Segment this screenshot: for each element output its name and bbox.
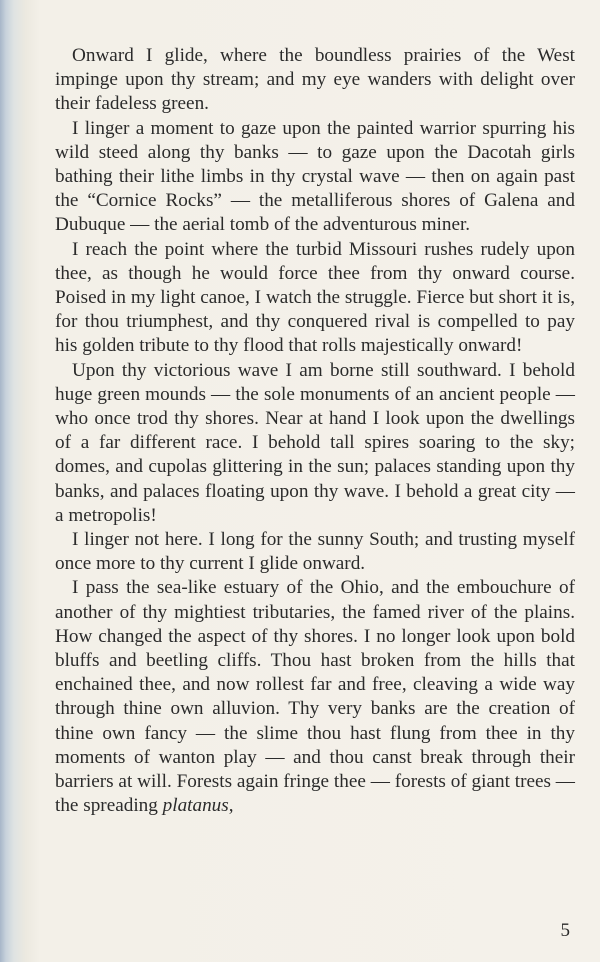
paragraph-warrior: I linger a moment to gaze upon the painted warrior spurring his wild steed along thy banks — to gaze upon the Dacotah girls bathing their lithe limbs in thy crystal wave — then on again past the “Cornice Rocks” — the metalliferous shores of Galena and Dubuque — the aerial tomb of the adventurous miner. xyxy=(55,117,575,236)
paragraph-missouri: I reach the point where the turbid Missouri rushes rudely upon thee, as though he would force thee from thy onward course. Poised in my light canoe, I watch the struggle. Fierce but short it is, for thou triumphest, and thy conquered rival is compelled to pay his golden tribute to thy flood that rolls majestically onward! xyxy=(55,238,575,357)
page-number: 5 xyxy=(560,920,570,941)
paragraph-ohio xyxy=(55,576,575,818)
paragraph-prairies: Onward I glide, where the boundless prairies of the West impinge upon thy stream; and my eye wanders with delight over their fadeless green. xyxy=(55,45,575,115)
paragraph-ohio-text: I pass the sea-like estuary of the Ohio, and the embouchure of another of thy mightiest tributaries, the famed river of the plains. How changed the aspect of thy shores. I no longer look upon bold bluffs and beetling cliffs. Thou hast broken from the hills that enchained thee, and now rollest far and free, cleaving a wide way through thine own alluvion. Thy very banks are the creation of thine own fancy — the slime thou hast flung from thee in thy moments of wanton play — and thou canst break through their barriers at will. Forests again fringe thee — forests of giant trees — the spreading xyxy=(55,577,575,817)
paragraph-metropolis: Upon thy victorious wave I am borne still southward. I behold huge green mounds — the sole monuments of an ancient people — who once trod thy shores. Near at hand I look upon the dwellings of a far different race. I behold tall spires soaring to the sky; domes, and cupolas glittering in the sun; palaces standing upon thy banks, and palaces floating upon thy wave. I behold a great city — a metropolis! xyxy=(55,359,575,526)
paragraph-south: I linger not here. I long for the sunny South; and trusting myself once more to thy current I glide onward. xyxy=(55,529,575,575)
italic-platanus: platanus xyxy=(162,795,229,817)
body-text xyxy=(55,44,575,819)
paragraph-ohio-tail: , xyxy=(228,795,234,817)
